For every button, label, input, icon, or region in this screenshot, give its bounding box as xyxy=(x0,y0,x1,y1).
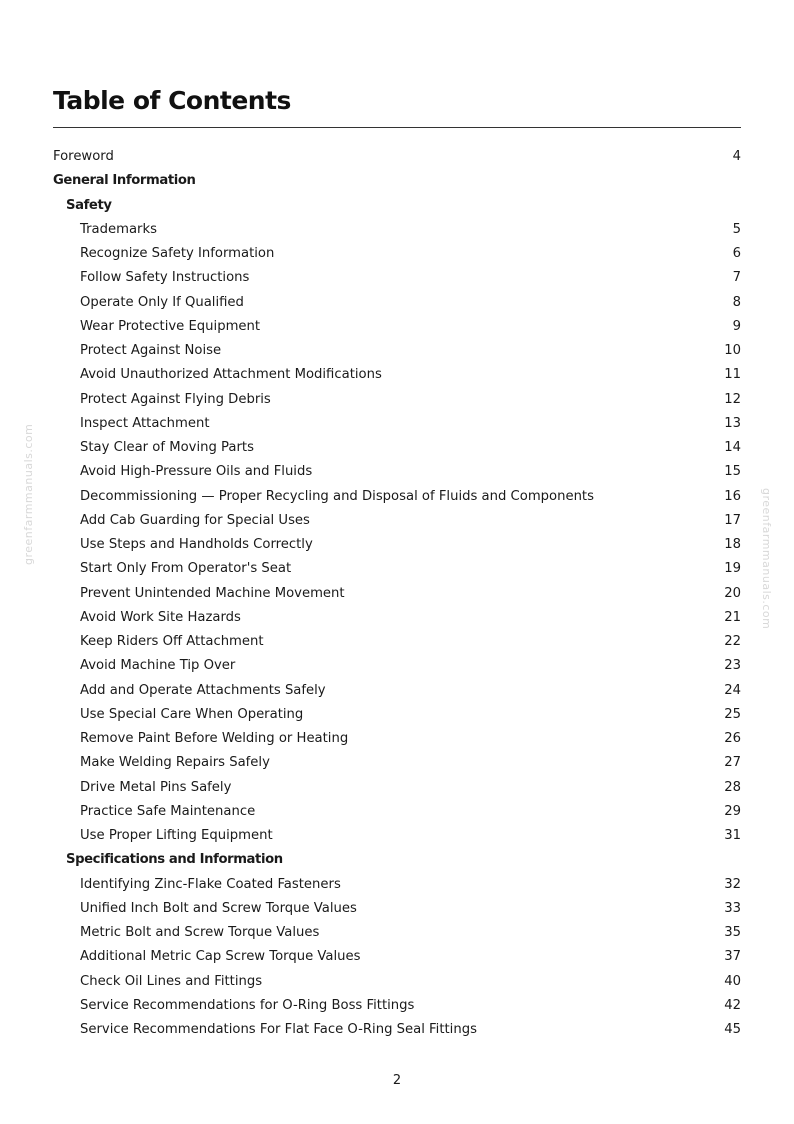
toc-entry[interactable] xyxy=(53,242,741,266)
toc-entry-page: 13 xyxy=(724,415,741,431)
toc-entry-page: 40 xyxy=(724,973,741,989)
toc-entry-page: 17 xyxy=(724,512,741,528)
toc-entry[interactable] xyxy=(53,582,741,606)
toc-entry-page: 4 xyxy=(732,149,741,164)
toc-entry-page: 16 xyxy=(724,488,741,504)
toc-entry[interactable] xyxy=(53,945,741,969)
toc-entry[interactable] xyxy=(53,921,741,945)
toc-entry-title: Avoid Machine Tip Over xyxy=(80,658,236,674)
toc-section-heading xyxy=(53,848,741,872)
toc-entry-title: Unified Inch Bolt and Screw Torque Values xyxy=(80,900,357,916)
toc-entry-page: 42 xyxy=(724,997,741,1013)
toc-entry[interactable] xyxy=(53,654,741,678)
toc-entry-title: Use Steps and Handholds Correctly xyxy=(80,537,313,552)
toc-entry-page: 11 xyxy=(724,367,741,383)
toc-entry-title: Use Special Care When Operating xyxy=(80,706,304,722)
toc-list xyxy=(53,145,741,1042)
toc-section-heading xyxy=(53,194,741,218)
toc-entry-page: 21 xyxy=(724,609,741,625)
toc-entry[interactable] xyxy=(53,824,741,848)
toc-entry-title: Foreword xyxy=(53,149,114,164)
toc-entry[interactable] xyxy=(53,776,741,800)
toc-entry-page: 26 xyxy=(724,731,741,746)
toc-entry[interactable] xyxy=(53,994,741,1018)
watermark-left: greenfarmmanuals.com xyxy=(22,423,35,565)
toc-entry-title: Service Recommendations For Flat Face O-Ring Seal Fittings xyxy=(80,1022,477,1037)
toc-entry[interactable] xyxy=(53,339,741,363)
toc-entry[interactable] xyxy=(53,315,741,339)
title-divider xyxy=(53,127,741,128)
toc-entry-title: Avoid Unauthorized Attachment Modifications xyxy=(80,367,382,383)
toc-entry-title: Follow Safety Instructions xyxy=(80,270,250,286)
toc-entry[interactable] xyxy=(53,509,741,533)
toc-entry-title: Recognize Safety Information xyxy=(80,246,275,261)
toc-entry-page: 19 xyxy=(724,561,741,577)
toc-entry[interactable] xyxy=(53,873,741,897)
toc-entry-page: 18 xyxy=(724,537,741,552)
toc-entry-page: 33 xyxy=(724,900,741,916)
toc-entry-title: Add Cab Guarding for Special Uses xyxy=(80,512,310,528)
toc-entry-title: Remove Paint Before Welding or Heating xyxy=(80,731,349,746)
toc-entry-title: Use Proper Lifting Equipment xyxy=(80,828,273,843)
toc-entry-page: 22 xyxy=(724,634,741,649)
toc-entry-page: 31 xyxy=(724,828,741,843)
toc-entry-title: Operate Only If Qualified xyxy=(80,294,244,310)
toc-entry-title: Trademarks xyxy=(80,221,157,237)
toc-entry[interactable] xyxy=(53,751,741,775)
toc-entry-title: Service Recommendations for O-Ring Boss Fittings xyxy=(80,997,415,1013)
toc-entry-page: 15 xyxy=(724,464,741,480)
toc-entry-title: Safety xyxy=(66,197,112,213)
toc-entry[interactable] xyxy=(53,703,741,727)
toc-entry-title: Metric Bolt and Screw Torque Values xyxy=(80,925,320,940)
toc-entry[interactable] xyxy=(53,630,741,654)
toc-entry-page: 32 xyxy=(724,876,741,892)
toc-entry-page: 7 xyxy=(732,270,741,286)
toc-entry-title: Additional Metric Cap Screw Torque Values xyxy=(80,949,361,965)
toc-entry-title: Make Welding Repairs Safely xyxy=(80,755,270,771)
toc-entry[interactable] xyxy=(53,218,741,242)
toc-entry-page: 45 xyxy=(724,1022,741,1037)
toc-entry[interactable] xyxy=(53,436,741,460)
toc-entry-page: 27 xyxy=(724,755,741,771)
page-number: 2 xyxy=(392,1073,402,1088)
toc-entry[interactable] xyxy=(53,266,741,290)
toc-entry-title: Check Oil Lines and Fittings xyxy=(80,973,263,989)
toc-entry-title: Prevent Unintended Machine Movement xyxy=(80,585,345,601)
toc-entry-page: 28 xyxy=(724,779,741,795)
toc-entry-title: Add and Operate Attachments Safely xyxy=(80,682,326,698)
toc-entry[interactable] xyxy=(53,800,741,824)
toc-entry-title: Keep Riders Off Attachment xyxy=(80,634,264,649)
toc-entry[interactable] xyxy=(53,606,741,630)
toc-entry-title: Identifying Zinc-Flake Coated Fasteners xyxy=(80,876,341,892)
toc-entry-title: Start Only From Operator's Seat xyxy=(80,561,292,577)
toc-entry-page: 12 xyxy=(724,391,741,407)
toc-entry[interactable] xyxy=(53,679,741,703)
toc-entry-title: Practice Safe Maintenance xyxy=(80,803,256,819)
toc-entry-title: Drive Metal Pins Safely xyxy=(80,779,232,795)
toc-entry-page: 10 xyxy=(724,343,741,358)
toc-entry[interactable] xyxy=(53,145,741,169)
toc-entry-page: 35 xyxy=(724,925,741,940)
toc-entry[interactable] xyxy=(53,291,741,315)
toc-entry-title: Avoid Work Site Hazards xyxy=(80,609,241,625)
toc-entry-title: Decommissioning — Proper Recycling and Disposal of Fluids and Components xyxy=(80,488,594,504)
toc-entry-page: 23 xyxy=(724,658,741,674)
toc-entry[interactable] xyxy=(53,727,741,751)
toc-entry-page: 8 xyxy=(732,294,741,310)
toc-entry-title: Avoid High-Pressure Oils and Fluids xyxy=(80,464,313,480)
toc-entry-title: Inspect Attachment xyxy=(80,415,210,431)
toc-entry[interactable] xyxy=(53,388,741,412)
toc-entry[interactable] xyxy=(53,533,741,557)
toc-entry[interactable] xyxy=(53,460,741,484)
toc-entry-page: 37 xyxy=(724,949,741,965)
toc-entry-title: Protect Against Noise xyxy=(80,343,222,358)
toc-entry-title: Specifications and Information xyxy=(66,852,283,868)
toc-entry-page: 25 xyxy=(724,706,741,722)
toc-entry-page: 9 xyxy=(732,318,741,334)
toc-entry[interactable] xyxy=(53,897,741,921)
toc-entry[interactable] xyxy=(53,970,741,994)
toc-entry-title: Stay Clear of Moving Parts xyxy=(80,440,254,455)
toc-entry[interactable] xyxy=(53,412,741,436)
toc-entry-page: 14 xyxy=(724,440,741,455)
toc-entry[interactable] xyxy=(53,363,741,387)
watermark-right: greenfarmmanuals.com xyxy=(760,488,773,630)
page-title: Table of Contents xyxy=(53,86,291,115)
toc-entry-page: 6 xyxy=(732,246,741,261)
toc-entry-title: General Information xyxy=(53,173,196,189)
toc-entry-page: 5 xyxy=(732,221,741,237)
toc-entry[interactable] xyxy=(53,1018,741,1042)
toc-entry-page: 29 xyxy=(724,803,741,819)
toc-entry-title: Protect Against Flying Debris xyxy=(80,391,271,407)
toc-section-heading xyxy=(53,169,741,193)
toc-entry-page: 20 xyxy=(724,585,741,601)
toc-entry[interactable] xyxy=(53,485,741,509)
toc-entry[interactable] xyxy=(53,557,741,581)
toc-entry-title: Wear Protective Equipment xyxy=(80,318,261,334)
toc-entry-page: 24 xyxy=(724,682,741,698)
